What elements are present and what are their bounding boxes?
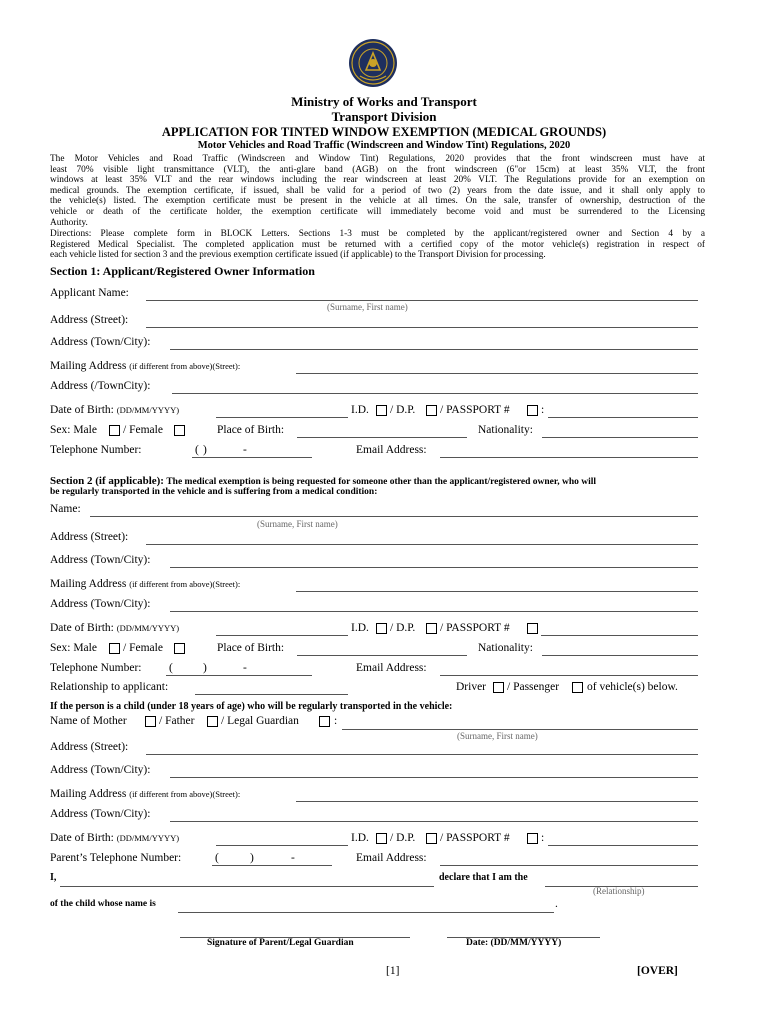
nationality-label: Nationality: bbox=[478, 424, 533, 436]
s2-pob-field[interactable] bbox=[297, 655, 467, 656]
s2-male-checkbox[interactable] bbox=[109, 643, 120, 654]
s2-nationality-field[interactable] bbox=[542, 655, 698, 656]
guardian-colon: : bbox=[334, 715, 338, 727]
s2-mailing-hint: (if different from above)(Street): bbox=[129, 579, 241, 589]
s2-dob-format: (DD/MM/YYYY) bbox=[116, 623, 180, 633]
ministry-crest-icon bbox=[348, 38, 398, 88]
child-heading: If the person is a child (under 18 years of age) who will be regularly transported in the vehicle: bbox=[50, 701, 453, 712]
s2-id-label: I.D. bbox=[351, 622, 369, 634]
id-number-field[interactable] bbox=[548, 417, 698, 418]
c-id-label: I.D. bbox=[351, 832, 369, 844]
s2-tel-paren-close: ) bbox=[203, 662, 207, 674]
s2-pob-label: Place of Birth: bbox=[217, 642, 285, 654]
dp-label: / D.P. bbox=[390, 404, 416, 416]
c-passport-checkbox[interactable] bbox=[527, 833, 538, 844]
c-email-label: Email Address: bbox=[356, 852, 427, 864]
c-dob-label bbox=[50, 832, 179, 844]
dob-label bbox=[50, 404, 179, 416]
of-vehicles-label: of vehicle(s) below. bbox=[587, 681, 678, 693]
mother-checkbox[interactable] bbox=[145, 716, 156, 727]
dob-text: Date of Birth: bbox=[50, 404, 114, 416]
father-label: / Father bbox=[159, 715, 195, 727]
tel-paren-open: ( bbox=[195, 444, 199, 456]
s2-passport-label: / PASSPORT # bbox=[440, 622, 510, 634]
s2-address-street-field[interactable] bbox=[146, 544, 698, 545]
parent-phone-label: Parent’s Telephone Number: bbox=[50, 852, 182, 864]
s2-address-town2-field[interactable] bbox=[170, 611, 698, 612]
s2-email-field[interactable] bbox=[440, 675, 698, 676]
s2-dp-checkbox[interactable] bbox=[426, 623, 437, 634]
s2-mailing-label bbox=[50, 578, 240, 590]
address-town-label: Address (Town/City): bbox=[50, 336, 151, 348]
name-of-mother-label: Name of Mother bbox=[50, 715, 127, 727]
s2-female-checkbox[interactable] bbox=[174, 643, 185, 654]
section1-heading: Section 1: Applicant/Registered Owner Information bbox=[50, 264, 315, 278]
mailing-address-label bbox=[50, 360, 240, 372]
s2-address-street-label: Address (Street): bbox=[50, 531, 129, 543]
page-number: [1] bbox=[386, 965, 400, 977]
dob-field[interactable] bbox=[216, 417, 348, 418]
c-mailing-label bbox=[50, 788, 240, 800]
c-mailing-hint: (if different from above)(Street): bbox=[129, 789, 241, 799]
form-subtitle: Motor Vehicles and Road Traffic (Windscreen and Window Tint) Regulations, 2020 bbox=[197, 140, 571, 151]
driver-checkbox[interactable] bbox=[493, 682, 504, 693]
dob-format: (DD/MM/YYYY) bbox=[116, 405, 180, 415]
passenger-label: / Passenger bbox=[507, 681, 560, 693]
s2-passport-checkbox[interactable] bbox=[527, 623, 538, 634]
c-address-town-field[interactable] bbox=[170, 777, 698, 778]
ministry-name: Ministry of Works and Transport bbox=[291, 94, 477, 109]
c-address-town2-field[interactable] bbox=[170, 821, 698, 822]
s2-female-label: / Female bbox=[123, 642, 163, 654]
mailing-address-field[interactable] bbox=[296, 373, 698, 374]
tel-dash: - bbox=[243, 444, 247, 456]
applicant-name-field[interactable] bbox=[146, 300, 698, 301]
tel-paren-close: ) bbox=[203, 444, 207, 456]
s2-sex-male-label: Sex: Male bbox=[50, 642, 97, 654]
over-label: [OVER] bbox=[637, 965, 678, 977]
intro-line: The Motor Vehicles and Road Traffic (Windscreen and Window Tint) Regulations, 2020 provides that the front windscreen must have at bbox=[50, 154, 705, 164]
s2-tel-paren-open: ( bbox=[169, 662, 173, 674]
directions-line: Directions: Please complete form in BLOCK Letters. Sections 1-3 must be completed by the applicant/registered owner and Section 4 by a bbox=[50, 229, 705, 239]
intro-line: windows at least 35% VLT and the rear windows including the rear windscreen at least 20% VLT. The Regulations provide for an exemption on bbox=[50, 175, 705, 186]
s2-tel-dash: - bbox=[243, 662, 247, 674]
declare-i-label: I, bbox=[50, 872, 57, 883]
child-name-period: . bbox=[555, 898, 558, 910]
relationship-hint: (Relationship) bbox=[593, 886, 645, 896]
address-street-label: Address (Street): bbox=[50, 314, 129, 326]
email-label: Email Address: bbox=[356, 444, 427, 456]
division-name: Transport Division bbox=[331, 109, 437, 124]
s2-address-town2-label: Address (Town/City): bbox=[50, 598, 151, 610]
c-passport-colon: : bbox=[541, 832, 545, 844]
intro-line: vehicle or death of the certificate holder, the exemption certificate will immediately become void and must be surrendered to the Licensing bbox=[50, 206, 705, 217]
female-checkbox[interactable] bbox=[174, 425, 185, 436]
parent-phone-field[interactable] bbox=[212, 865, 332, 866]
c-tel-paren-close: ) bbox=[250, 852, 254, 864]
section2-heading-label: Section 2 (if applicable): bbox=[50, 475, 164, 487]
id-label: I.D. bbox=[351, 404, 369, 416]
c-address-street-field[interactable] bbox=[146, 754, 698, 755]
s2-email-label: Email Address: bbox=[356, 662, 427, 674]
nationality-field[interactable] bbox=[542, 437, 698, 438]
declare-label: declare that I am the bbox=[439, 872, 528, 883]
passenger-checkbox[interactable] bbox=[572, 682, 583, 693]
c-dp-label: / D.P. bbox=[390, 832, 416, 844]
c-dp-checkbox[interactable] bbox=[426, 833, 437, 844]
applicant-name-label: Applicant Name: bbox=[50, 287, 129, 299]
date-label: Date: (DD/MM/YYYY) bbox=[466, 938, 562, 948]
pob-field[interactable] bbox=[297, 437, 467, 438]
child-name-label: of the child whose name is bbox=[50, 899, 156, 909]
declarant-name-field[interactable] bbox=[60, 886, 434, 887]
address-town-field[interactable] bbox=[170, 349, 698, 350]
s2-dob-text: Date of Birth: bbox=[50, 622, 114, 634]
c-address-town2-label: Address (Town/City): bbox=[50, 808, 151, 820]
female-label: / Female bbox=[123, 424, 163, 436]
c-mailing-text: Mailing Address bbox=[50, 788, 127, 800]
father-checkbox[interactable] bbox=[207, 716, 218, 727]
s2-id-number-field[interactable] bbox=[541, 635, 698, 636]
s2-address-town-label: Address (Town/City): bbox=[50, 554, 151, 566]
guardian-label: / Legal Guardian bbox=[221, 715, 299, 727]
address-town2-field[interactable] bbox=[172, 393, 698, 394]
intro-line: Authority. bbox=[50, 217, 88, 228]
c-email-field[interactable] bbox=[440, 865, 698, 866]
c-mailing-field[interactable] bbox=[296, 801, 698, 802]
signature-label: Signature of Parent/Legal Guardian bbox=[207, 938, 354, 948]
mailing-label-text: Mailing Address bbox=[50, 360, 127, 372]
passport-label: / PASSPORT # bbox=[440, 404, 510, 416]
directions-paragraph bbox=[50, 229, 705, 261]
intro-paragraph bbox=[50, 154, 705, 228]
pob-label: Place of Birth: bbox=[217, 424, 285, 436]
applicant-name-hint: (Surname, First name) bbox=[327, 302, 408, 312]
driver-label: Driver bbox=[456, 681, 487, 693]
s2-telephone-field[interactable] bbox=[166, 675, 312, 676]
intro-line: the vehicle(s) listed. The exemption certificate must be present in the vehicle at all times. On the sale, transfer of ownership, destruction of the bbox=[50, 196, 705, 207]
s2-dob-field[interactable] bbox=[216, 635, 348, 636]
telephone-field[interactable] bbox=[192, 457, 312, 458]
s2-name-field[interactable] bbox=[90, 516, 698, 517]
telephone-label: Telephone Number: bbox=[50, 444, 142, 456]
guardian-checkbox[interactable] bbox=[319, 716, 330, 727]
c-id-number-field[interactable] bbox=[548, 845, 698, 846]
id-checkbox[interactable] bbox=[376, 405, 387, 416]
address-street-field[interactable] bbox=[146, 327, 698, 328]
section2-heading-line2: be regularly transported in the vehicle and is suffering from a medical condition: bbox=[50, 487, 378, 497]
s2-nationality-label: Nationality: bbox=[478, 642, 533, 654]
directions-line: each vehicle listed for section 3 and the previous exemption certificate issued (if applicable) to the Transport Division for processing. bbox=[50, 250, 546, 261]
section2-heading-desc: The medical exemption is being requested for someone other than the applicant/registered owner, who will bbox=[166, 477, 597, 487]
parent-name-hint: (Surname, First name) bbox=[457, 731, 538, 741]
c-dob-text: Date of Birth: bbox=[50, 832, 114, 844]
s2-name-hint: (Surname, First name) bbox=[257, 519, 338, 529]
relationship-field[interactable] bbox=[195, 694, 348, 695]
c-address-street-label: Address (Street): bbox=[50, 741, 129, 753]
parent-name-field[interactable] bbox=[342, 729, 698, 730]
directions-line: Registered Medical Specialist. The completed application must be returned with a certified copy of the motor vehicle(s) registration in respect of bbox=[50, 239, 705, 250]
s2-address-town-field[interactable] bbox=[170, 567, 698, 568]
c-address-town-label: Address (Town/City): bbox=[50, 764, 151, 776]
s2-mailing-field[interactable] bbox=[296, 591, 698, 592]
s2-id-checkbox[interactable] bbox=[376, 623, 387, 634]
section2-heading bbox=[50, 475, 596, 487]
relationship-label: Relationship to applicant: bbox=[50, 681, 169, 693]
male-checkbox[interactable] bbox=[109, 425, 120, 436]
s2-dp-label: / D.P. bbox=[390, 622, 416, 634]
s2-telephone-label: Telephone Number: bbox=[50, 662, 142, 674]
email-field[interactable] bbox=[440, 457, 698, 458]
c-id-checkbox[interactable] bbox=[376, 833, 387, 844]
intro-line: medical grounds. The exemption certificate, if issued, shall be valid for a period of two (2) years from the date issue, and it shall only apply to bbox=[50, 185, 705, 196]
c-dob-field[interactable] bbox=[216, 845, 348, 846]
mailing-hint: (if different from above)(Street): bbox=[129, 361, 241, 371]
sex-male-label: Sex: Male bbox=[50, 424, 97, 436]
s2-name-label: Name: bbox=[50, 503, 81, 515]
c-tel-paren-open: ( bbox=[215, 852, 219, 864]
intro-line: least 70% visible light transmittance (VLT), the anti-glare band (AGB) on the front windscreen (6"or 15cm) at least 35% VLT, the front bbox=[50, 164, 705, 175]
dp-checkbox[interactable] bbox=[426, 405, 437, 416]
form-title: APPLICATION FOR TINTED WINDOW EXEMPTION (MEDICAL GROUNDS) bbox=[161, 125, 607, 139]
c-tel-dash: - bbox=[291, 852, 295, 864]
child-name-field[interactable] bbox=[178, 912, 554, 913]
passport-colon: : bbox=[541, 404, 545, 416]
s2-mailing-text: Mailing Address bbox=[50, 578, 127, 590]
passport-checkbox[interactable] bbox=[527, 405, 538, 416]
address-town2-label: Address (/TownCity): bbox=[50, 380, 151, 392]
c-dob-format: (DD/MM/YYYY) bbox=[116, 833, 180, 843]
c-passport-label: / PASSPORT # bbox=[440, 832, 510, 844]
s2-dob-label bbox=[50, 622, 179, 634]
